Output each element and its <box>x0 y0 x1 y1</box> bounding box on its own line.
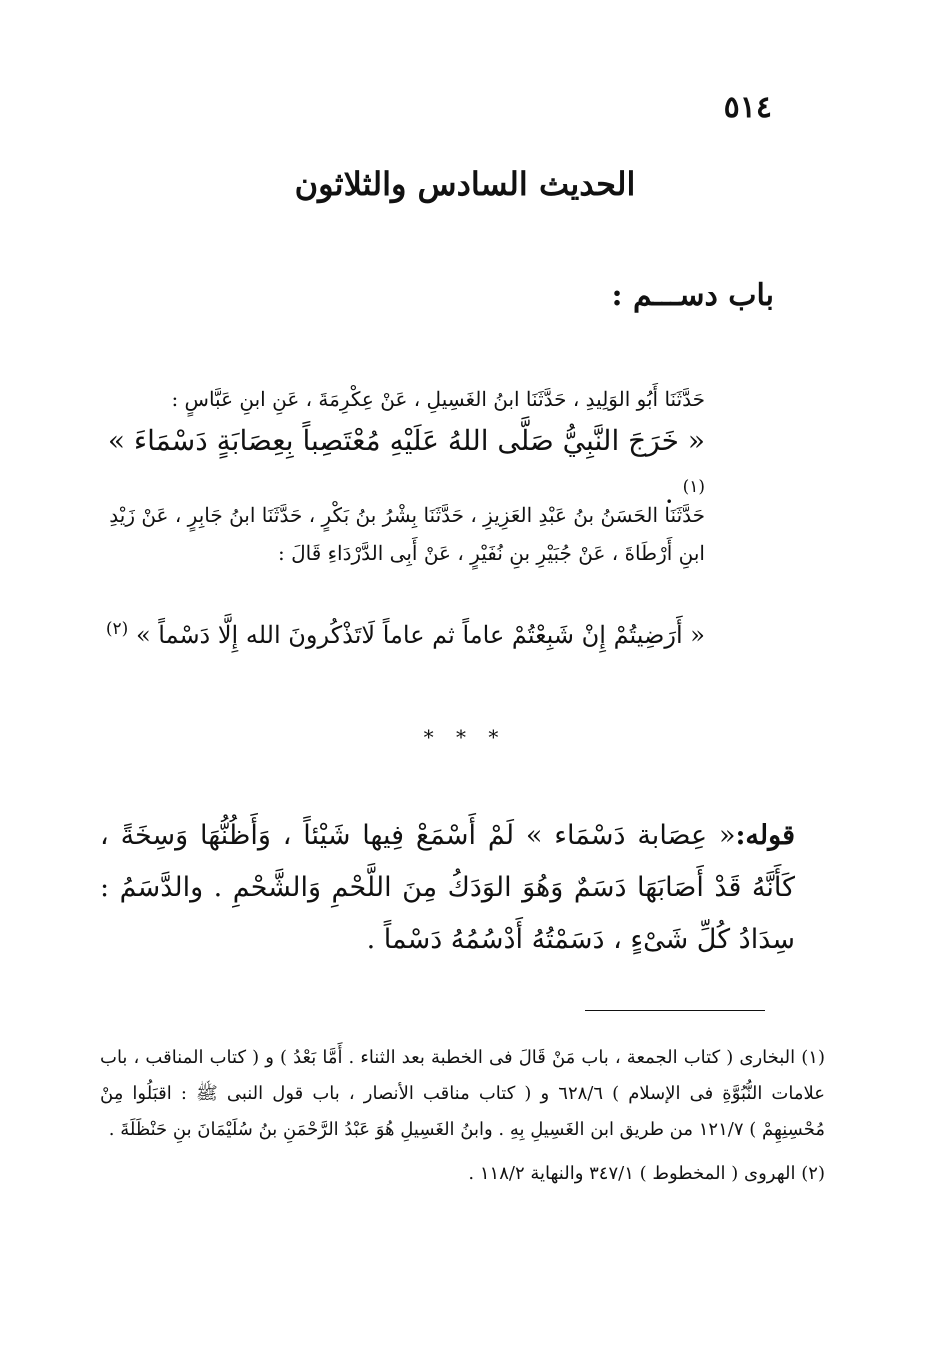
hadith1-footnote-ref: (١) <box>682 477 705 497</box>
page-number: ٥١٤ <box>723 90 772 125</box>
footnote-2-marker: (٢) <box>801 1163 825 1184</box>
footnotes <box>100 1040 825 1200</box>
commentary-lead: قوله: <box>735 820 795 851</box>
footnote-2 <box>100 1156 825 1192</box>
hadith1-matn: « خَرَجَ النَّبِيُّ صَلَّى اللهُ عَلَيْهِ مُعْتَصِباً بِعِصَابَةٍ دَسْمَاءَ » <box>107 424 705 457</box>
section-separator: * * * <box>423 725 507 749</box>
footnote-2-text: الهروى ( المخطوط ) ٣٤٧/١ والنهاية ١١٨/٢ . <box>468 1163 796 1184</box>
chapter-title: الحديث السادس والثلاثون <box>294 165 636 203</box>
section-title: باب دســـم : <box>611 278 774 313</box>
footnote-1 <box>100 1040 825 1148</box>
footnote-1-text: البخارى ( كتاب الجمعة ، باب مَنْ قَالَ فى الخطبة بعد الثناء . أَمَّا بَعْدُ ) و ( كتاب المناقب ، باب علامات النُّبُوَّةِ فى الإسلام ) ٦٢٨/٦ و ( كتاب مناقب الأنصار ، باب قول النبى ﷺ : اقبَلُوا مِنْ مُحْسِنِهِمْ ) ١٢١/٧ من طريق ابن الغَسِيلِ بِهِ . وابنُ الغَسِيلِ هُوَ عَبْدُ الرَّحْمَنِ بنُ سُلَيْمَانَ بنِ حَنْظَلَةَ . <box>100 1047 825 1140</box>
hadith2-isnad: حَدَّثَنَا الحَسَنُ بنُ عَبْدِ العَزِيزِ ، حَدَّثَنَا بِشْرُ بنُ بَكْرٍ ، حَدَّثَنَا ابنُ جَابِرٍ ، عَنْ زَيْدِ ابنِ أَرْطَاةَ ، عَنْ جُبَيْرِ بنِ نُفَيْرٍ ، عَنْ أَبِى الدَّرْدَاءِ قَالَ : <box>109 503 705 565</box>
commentary-paragraph <box>100 810 795 966</box>
hadith1-end-mark: . <box>664 476 674 510</box>
footnote-1-marker: (١) <box>801 1047 825 1068</box>
hadith1-isnad: حَدَّثَنَا أَبُو الوَلِيدِ ، حَدَّثَنَا ابنُ الغَسِيلِ ، عَنْ عِكْرِمَةَ ، عَنِ ابنِ عَبَّاسٍ : <box>171 387 705 411</box>
commentary-text: « عِصَابة دَسْمَاء » لَمْ أَسْمَعْ فِيها شَيْئاً ، وَأَظُنُّهَا وَسِخَةً ، كَأَنَّهُ قَدْ أَصَابَهَا دَسَمٌ وَهُوَ الوَدَكُ مِنَ اللَّحْمِ وَالشَّحْمِ . والدَّسَمُ : سِدَادُ كُلِّ شَىْءٍ ، دَسَمْتُهُ أَدْسُمُهُ دَسْماً . <box>100 820 795 955</box>
hadith2-matn-line <box>100 606 705 658</box>
hadith2-matn: « أَرَضِيتُمْ إِنْ شَبِعْتُمْ عاماً ثم عاماً لَاتَذْكُرونَ الله إِلَّا دَسْماً » <box>135 621 705 649</box>
hadith2-footnote-ref: (٢) <box>105 619 129 639</box>
footnote-divider <box>585 1010 765 1011</box>
